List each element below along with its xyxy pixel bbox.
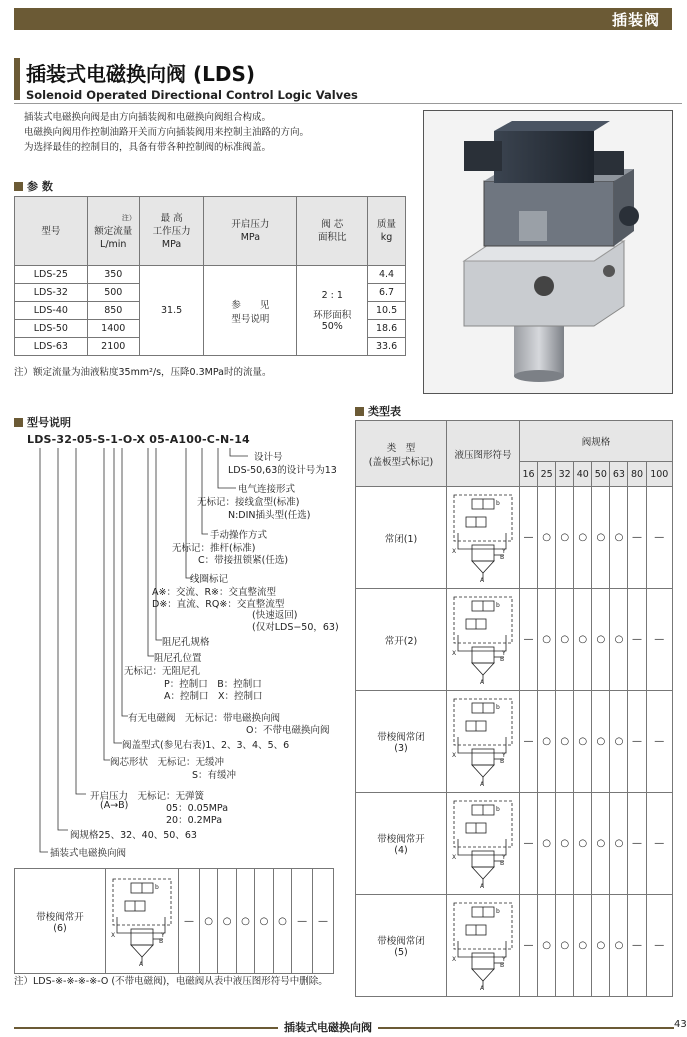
- col-type-label: 类 型: [386, 442, 416, 454]
- cell-mass: 10.5: [368, 302, 406, 320]
- model-line: 无标记：无阻尼孔: [124, 666, 201, 677]
- model-line: (A→B): [100, 800, 129, 811]
- type-name-cell: [356, 589, 447, 691]
- type-name: 带梭阀常闭: [377, 732, 425, 743]
- bottom-note: 注）LDS-※-※-※-※-O (不带电磁阀)，电磁阀从表中液压图形符号中删除。: [14, 976, 328, 987]
- svg-text:X: X: [452, 854, 457, 861]
- col-core: [297, 197, 368, 266]
- type-name: 带梭阀常闭: [377, 936, 425, 947]
- size-cell: —: [313, 869, 334, 974]
- size-cell: ○: [574, 589, 592, 691]
- svg-text:b: b: [496, 602, 500, 609]
- model-line: 开启压力 无标记：无弹簧: [90, 791, 205, 802]
- svg-text:Y: Y: [502, 752, 506, 759]
- table-row: [356, 793, 673, 895]
- page-title: 插装式电磁换向阀 (LDS): [26, 62, 255, 86]
- intro-line-3: 为选择最佳的控制目的，具备有带各种控制阀的标准阀盖。: [24, 142, 272, 153]
- size-cell: ○: [574, 487, 592, 589]
- type-num: (5): [394, 947, 408, 958]
- type-name: 常开(2): [384, 635, 418, 647]
- heading-square: [355, 407, 364, 416]
- col-type-label-2: (盖板型式标记): [368, 456, 434, 468]
- cell-model: LDS-63: [15, 338, 88, 356]
- svg-text:X: X: [452, 752, 457, 759]
- col-flow-note: 注）: [121, 213, 136, 222]
- cell-max-pressure: 31.5: [139, 266, 203, 356]
- intro-line-2: 电磁换向阀用作控制油路开关而方向插装阀用来控制主油路的方向。: [24, 127, 310, 138]
- size-cell: ○: [592, 691, 610, 793]
- size-cell: —: [292, 869, 313, 974]
- symbol-cell: [447, 895, 520, 997]
- model-line: LDS-50,63的设计号为13: [228, 465, 337, 476]
- title-accent: [14, 58, 20, 100]
- model-line: 阻尼孔规格: [162, 637, 210, 648]
- model-line: 阀盖型式(参见右表)1、2、3、4、5、6: [122, 740, 290, 751]
- extra-type-row: [14, 868, 334, 974]
- type-num: (4): [394, 845, 408, 856]
- type-name: 带梭阀常开: [36, 911, 84, 923]
- size-cell: —: [179, 869, 200, 974]
- table-row: [15, 869, 334, 974]
- size-header: 32: [556, 462, 574, 487]
- size-cell: —: [646, 487, 672, 589]
- size-cell: ○: [610, 487, 628, 589]
- size-cell: ○: [538, 589, 556, 691]
- col-mass-unit: kg: [380, 232, 393, 243]
- model-line: (快速返回): [252, 610, 298, 621]
- hydraulic-symbol-icon: [450, 795, 516, 889]
- size-cell: —: [646, 589, 672, 691]
- table-row: [356, 589, 673, 691]
- params-heading-text: 参 数: [27, 180, 53, 193]
- size-cell: ○: [592, 793, 610, 895]
- size-cell: —: [520, 589, 538, 691]
- cell-flow: 2100: [87, 338, 139, 356]
- symbol-cell: [447, 691, 520, 793]
- size-cell: ○: [610, 895, 628, 997]
- hydraulic-symbol-icon: [109, 873, 175, 967]
- size-cell: —: [628, 487, 646, 589]
- cell-model: LDS-32: [15, 284, 88, 302]
- svg-text:B: B: [500, 656, 505, 663]
- svg-text:Y: Y: [502, 854, 506, 861]
- col-flow-label: 额定流量: [94, 225, 133, 237]
- model-line: 阻尼孔位置: [154, 653, 202, 664]
- col-model: 型号: [15, 197, 88, 266]
- types-heading: [355, 403, 401, 419]
- model-line: S：有缓冲: [192, 770, 237, 781]
- svg-text:X: X: [452, 548, 457, 555]
- model-line: (仅对LDS−50，63): [252, 622, 339, 633]
- svg-text:B: B: [500, 860, 505, 867]
- size-header: 80: [628, 462, 646, 487]
- model-line: 无标记：推杆(标准): [172, 543, 256, 554]
- model-heading: [14, 414, 71, 430]
- size-header: 40: [574, 462, 592, 487]
- type-name: 带梭阀常开: [377, 834, 425, 845]
- cell-model: LDS-50: [15, 320, 88, 338]
- ratio-line-2: 环形面积: [313, 309, 352, 321]
- size-cell: ○: [592, 895, 610, 997]
- size-cell: —: [520, 487, 538, 589]
- svg-text:Y: Y: [502, 650, 506, 657]
- col-symbol: 液压图形符号: [447, 421, 520, 487]
- size-cell: ○: [218, 869, 236, 974]
- cell-flow: 500: [87, 284, 139, 302]
- size-cell: —: [628, 895, 646, 997]
- type-name-cell: [356, 691, 447, 793]
- size-cell: ○: [255, 869, 273, 974]
- svg-text:b: b: [496, 704, 500, 711]
- size-cell: —: [646, 895, 672, 997]
- hydraulic-symbol-icon: [450, 489, 516, 583]
- model-code: LDS-32-05-S-1-O-X 05-A100-C-N-14: [27, 433, 250, 446]
- symbol-cell: [447, 793, 520, 895]
- svg-text:B: B: [500, 962, 505, 969]
- svg-text:b: b: [496, 908, 500, 915]
- svg-text:B: B: [500, 758, 505, 765]
- model-line: 阀规格25、32、40、50、63: [70, 830, 197, 841]
- model-line: A：控制口 X：控制口: [164, 691, 263, 702]
- size-cell: ○: [574, 793, 592, 895]
- category-label: 插装阀: [611, 11, 660, 29]
- svg-text:A: A: [480, 577, 485, 584]
- size-cell: ○: [610, 793, 628, 895]
- size-cell: —: [520, 895, 538, 997]
- svg-text:X: X: [111, 931, 116, 939]
- size-cell: —: [646, 691, 672, 793]
- cell-flow: 850: [87, 302, 139, 320]
- col-type: [356, 421, 447, 487]
- size-cell: ○: [592, 589, 610, 691]
- size-header: 25: [538, 462, 556, 487]
- model-line: A※：交流、R※：交直整流型: [152, 587, 277, 598]
- model-line: 线圈标记: [190, 574, 229, 585]
- col-pressure-unit: MPa: [161, 238, 182, 250]
- model-line: 阀芯形状 无标记：无缓冲: [110, 757, 225, 768]
- size-cell: ○: [556, 793, 574, 895]
- svg-text:A: A: [480, 985, 485, 992]
- model-line: 有无电磁阀 无标记：带电磁换向阀: [128, 713, 281, 724]
- symbol-cell: [106, 869, 179, 974]
- cell-mass: 18.6: [368, 320, 406, 338]
- col-pressure-label: 最 高: [160, 212, 183, 224]
- size-cell: —: [628, 691, 646, 793]
- col-open-unit: MPa: [240, 232, 261, 243]
- type-num: (6): [53, 922, 67, 934]
- svg-text:A: A: [139, 960, 144, 968]
- product-photo: [423, 110, 673, 394]
- cell-model: LDS-40: [15, 302, 88, 320]
- model-line: 手动操作方式: [210, 530, 268, 541]
- model-line: 20：0.2MPa: [166, 815, 223, 826]
- symbol-cell: [447, 487, 520, 589]
- params-heading: [14, 178, 53, 194]
- svg-text:X: X: [452, 650, 457, 657]
- footer-title: 插装式电磁换向阀: [278, 1019, 378, 1035]
- intro-line-1: 插装式电磁换向阀是由方向插装阀和电磁换向阀组合构成。: [24, 112, 272, 123]
- size-cell: ○: [538, 691, 556, 793]
- col-mass-label: 质量: [377, 219, 397, 230]
- hydraulic-symbol-icon: [450, 591, 516, 685]
- svg-text:B: B: [159, 937, 164, 945]
- cell-mass: 6.7: [368, 284, 406, 302]
- col-core-label-2: 面积比: [318, 232, 347, 243]
- size-header: 50: [592, 462, 610, 487]
- cell-mass: 4.4: [368, 266, 406, 284]
- size-cell: —: [646, 793, 672, 895]
- heading-square: [14, 418, 23, 427]
- type-name-cell: [15, 869, 106, 974]
- type-name-cell: [356, 895, 447, 997]
- svg-text:X: X: [452, 956, 457, 963]
- size-header: 100: [646, 462, 672, 487]
- size-cell: ○: [556, 487, 574, 589]
- ratio-line-3: 50%: [321, 320, 343, 332]
- type-num: (3): [394, 743, 408, 754]
- types-heading-text: 类型表: [368, 405, 401, 418]
- model-line: 无标记：接线盒型(标准): [197, 497, 300, 508]
- svg-text:A: A: [480, 883, 485, 890]
- col-flow-unit: L/min: [100, 238, 127, 250]
- svg-text:b: b: [496, 806, 500, 813]
- size-cell: —: [520, 793, 538, 895]
- top-bar: [14, 8, 672, 30]
- model-line: 插装式电磁换向阀: [50, 848, 127, 859]
- types-table: [355, 420, 673, 997]
- cell-flow: 1400: [87, 320, 139, 338]
- valve-illustration: [424, 111, 672, 393]
- hydraulic-symbol-icon: [450, 693, 516, 787]
- col-open: [204, 197, 297, 266]
- size-cell: ○: [538, 895, 556, 997]
- size-cell: ○: [574, 691, 592, 793]
- cell-model: LDS-25: [15, 266, 88, 284]
- table-row: [356, 487, 673, 589]
- size-cell: —: [628, 589, 646, 691]
- title-divider: [14, 103, 682, 104]
- size-cell: ○: [556, 895, 574, 997]
- open-pressure-line-1: 参 见: [231, 299, 270, 311]
- col-flow: [87, 197, 139, 266]
- page-subtitle: Solenoid Operated Directional Control Logic Valves: [26, 88, 358, 102]
- svg-text:B: B: [500, 554, 505, 561]
- model-line: P：控制口 B：控制口: [164, 679, 262, 690]
- col-mass: [368, 197, 406, 266]
- size-header: 63: [610, 462, 628, 487]
- table-row: [356, 895, 673, 997]
- col-pressure-label-2: 工作压力: [152, 225, 191, 237]
- size-header: 16: [520, 462, 538, 487]
- table-row: [356, 691, 673, 793]
- cell-mass: 33.6: [368, 338, 406, 356]
- model-heading-text: 型号说明: [27, 416, 71, 429]
- params-note: 注）额定流量为油液粘度35mm²/s，压降0.3MPa时的流量。: [14, 367, 272, 378]
- type-name: 常闭(1): [384, 533, 418, 545]
- cell-flow: 350: [87, 266, 139, 284]
- model-line: 设计号: [254, 452, 283, 463]
- size-cell: ○: [236, 869, 254, 974]
- col-core-label: 阀 芯: [321, 219, 344, 230]
- col-open-label: 开启压力: [231, 219, 270, 230]
- svg-text:A: A: [480, 781, 485, 788]
- model-line: O：不带电磁换向阀: [246, 725, 330, 736]
- size-cell: ○: [610, 691, 628, 793]
- model-line: C：带接扭锁紧(任选): [198, 555, 289, 566]
- size-cell: ○: [199, 869, 217, 974]
- size-cell: ○: [273, 869, 291, 974]
- hydraulic-symbol-icon: [450, 897, 516, 991]
- type-name-cell: [356, 487, 447, 589]
- model-line: 电气连接形式: [238, 484, 296, 495]
- size-cell: ○: [610, 589, 628, 691]
- heading-square: [14, 182, 23, 191]
- svg-text:Y: Y: [502, 548, 506, 555]
- model-line: N:DIN插头型(任选): [228, 510, 311, 521]
- size-cell: —: [520, 691, 538, 793]
- table-row: [15, 266, 406, 284]
- size-cell: ○: [556, 589, 574, 691]
- page-number: 43: [674, 1019, 687, 1030]
- params-table: [14, 196, 406, 356]
- col-pressure: [139, 197, 203, 266]
- ratio-line-1: 2 : 1: [321, 289, 343, 301]
- model-line: D※：直流、RQ※：交直整流型: [152, 599, 285, 610]
- svg-text:b: b: [155, 883, 159, 891]
- size-cell: ○: [574, 895, 592, 997]
- type-name-cell: [356, 793, 447, 895]
- size-cell: ○: [538, 487, 556, 589]
- size-cell: ○: [556, 691, 574, 793]
- svg-text:Y: Y: [161, 931, 165, 939]
- cell-ratio: [297, 266, 368, 356]
- size-cell: —: [628, 793, 646, 895]
- size-cell: ○: [592, 487, 610, 589]
- col-size: 阀规格: [520, 421, 673, 462]
- size-cell: ○: [538, 793, 556, 895]
- svg-text:b: b: [496, 500, 500, 507]
- model-line: 05：0.05MPa: [166, 803, 229, 814]
- open-pressure-line-2: 型号说明: [231, 313, 270, 325]
- cell-open-pressure: [204, 266, 297, 356]
- svg-text:A: A: [480, 679, 485, 686]
- svg-text:Y: Y: [502, 956, 506, 963]
- symbol-cell: [447, 589, 520, 691]
